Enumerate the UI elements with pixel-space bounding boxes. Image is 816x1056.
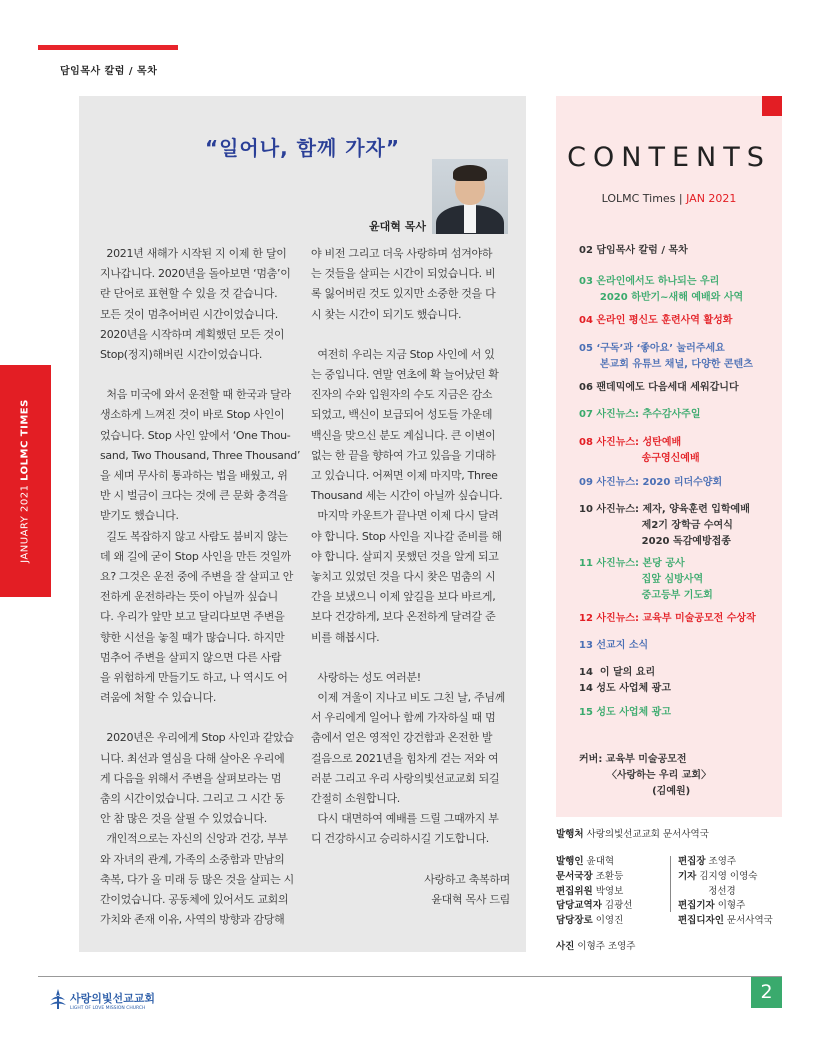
staff-row: 담당교역자 김광선 [556, 900, 633, 912]
column-line: 전하게 운전하라는 뜻이 아닐까 싶습니 [100, 590, 279, 604]
column-line: 백신을 맞으신 분도 계십니다. 큰 이변이 [311, 428, 496, 442]
column-line: 고 있습니다. 어쩌면 이제 마지막, Three [311, 469, 498, 483]
column-line: 간이었습니다. 공동체에 있어서도 교회의 [100, 893, 289, 907]
column-line: 받기도 했습니다. [100, 509, 179, 523]
photo-credit: 사진 이형주 조영주 [556, 941, 636, 952]
section-label: 담임목사 칼럼 / 목차 [60, 66, 158, 77]
staff-row: 발행인 윤대혁 [556, 856, 615, 867]
toc-item: 15 성도 사업체 광고 [579, 707, 671, 718]
column-line: sand, Two Thousand, Three Thousand’ [100, 448, 301, 462]
staff-right [678, 855, 773, 929]
cover-credit: 커버: 교육부 미술공모전 〈사랑하는 우리 교회〉 (김예원) [579, 754, 712, 797]
column-line: 요? 그것은 운전 중에 주변을 잘 살피고 안 [100, 570, 294, 584]
column-line: 2021년 새해가 시작된 지 이제 한 달이 [100, 247, 287, 260]
staff-row: 편집위원 박영보 [556, 885, 624, 897]
column-line: 디 건강하시고 승리하시길 기도합니다. [311, 832, 490, 846]
column-line: 길도 복잡하지 않고 사람도 붐비지 않는 [100, 529, 288, 543]
church-name-english: LIGHT OF LOVE MISSION CHURCH [70, 1006, 146, 1011]
pastor-column [79, 96, 526, 952]
column-author: 윤대혁 목사 [369, 220, 426, 233]
toc-item: 02 담임목사 칼럼 / 목차 [579, 245, 688, 256]
column-line: 는 것들을 살피는 시간이 되었습니다. 비 [311, 267, 496, 281]
column-line: 서 우리에게 일어나 함께 가자하실 때 멈 [311, 711, 496, 725]
author-photo [432, 159, 508, 234]
issue-date: JAN 2021 [686, 192, 737, 205]
staff-row: 편집기자 이형주 [678, 900, 746, 912]
staff-row: 문서국장 조환등 [556, 870, 624, 882]
toc-item: 10 사진뉴스: 제자, 양육훈련 입학예배 제2기 장학금 수여식 2020 독감예방접종 [579, 504, 750, 547]
header-accent-bar [38, 45, 178, 50]
column-line: Thousand 세는 시간이 아닐까 싶습니다. [311, 489, 503, 503]
column-line: 데 왜 길에 굳이 Stop 사인을 만든 것일까 [100, 549, 291, 563]
column-line: 2020년은 우리에게 Stop 사인과 같았습 [100, 731, 294, 745]
staff-row: 편집디자인 문서사역국 [678, 915, 773, 927]
side-tab-label: JANUARY 2021 LOLMC TIMES [19, 399, 31, 563]
column-line: 향한 시선을 놓칠 때가 많습니다. 하지만 [100, 630, 285, 644]
column-line: 을 위험하게 만들기도 하고, 나 역시도 어 [100, 671, 288, 685]
column-line [100, 365, 299, 385]
column-line [100, 708, 299, 728]
toc-item: 13 선교지 소식 [579, 640, 649, 651]
column-line: 보다 건강하게, 보다 온전하게 달려갈 준 [311, 610, 496, 624]
column-line: 시 찾는 시간이 되기도 했습니다. [311, 307, 462, 321]
staff-row: 정선경 [678, 885, 736, 897]
contents-subtitle: LOLMC Times | JAN 2021 [601, 192, 737, 205]
column-line: 안 참 많은 것을 살필 수 있었습니다. [100, 812, 267, 826]
column-line: 걸음으로 2021년을 힘차게 걷는 저와 여 [311, 751, 499, 765]
staff-row: 편집장 조영주 [678, 856, 737, 867]
column-line: 을 세며 무사히 통과하는 법을 배웠고, 위 [100, 469, 288, 483]
toc-item: 03 온라인에서도 하나되는 우리 2020 하반기~새해 예배와 사역 [579, 276, 744, 303]
column-line: 야 비전 그리고 더욱 사랑하며 섬겨야하 [311, 247, 493, 260]
toc-item: 07 사진뉴스: 추수감사주일 [579, 409, 701, 420]
column-line: 멈추어 주변을 살피지 않으면 다른 사람 [100, 650, 282, 664]
publisher-line: 발행처 사랑의빛선교교회 문서사역국 [556, 829, 709, 840]
staff-row: 담당장로 이영진 [556, 915, 624, 927]
column-line: 마지막 카운트가 끝나면 이제 다시 달려 [311, 509, 499, 523]
column-line: 여전히 우리는 지금 Stop 사인에 서 있 [311, 347, 495, 361]
staff-divider [670, 856, 671, 912]
column-line: 록 잃어버린 것도 있지만 소중한 것을 다 [311, 287, 496, 301]
column-line: 비를 해봅시다. [311, 630, 380, 644]
toc-item: 06 팬데믹에도 다음세대 세워갑니다 [579, 382, 739, 393]
staff-left [556, 855, 632, 929]
column-line: 진자의 수와 입원자의 수도 지금은 감소 [311, 388, 493, 402]
column-line: 놓치고 있었던 것을 다시 찾은 멈춤의 시 [311, 570, 496, 584]
column-line: 없는 한 끝을 향하여 가고 있음을 기대하 [311, 448, 496, 462]
column-line: 야 합니다. Stop 사인을 지나갈 준비를 해 [311, 529, 502, 543]
column-line: 는 중입니다. 연말 연초에 확 늘어났던 확 [311, 368, 499, 382]
column-line: 다시 대면하여 예배를 드릴 그때까지 부 [311, 812, 499, 826]
column-line: 개인적으로는 자신의 신앙과 건강, 부부 [100, 832, 288, 846]
column-line: 춤에서 얻은 영적인 강건함과 온전한 발 [311, 731, 493, 745]
column-line [311, 850, 510, 870]
column-title: “일어나, 함께 가자” [204, 136, 401, 160]
column-line: 란 단어로 표현할 수 있을 것 같습니다. [100, 287, 278, 301]
column-line: 지나갑니다. 2020년을 돌아보면 ‘멈춤’이 [100, 267, 291, 281]
column-line: 생소하게 느껴진 것이 바로 Stop 사인이 [100, 408, 285, 422]
column-line: 간을 보냈으니 이제 앞길을 보다 바르게, [311, 590, 496, 604]
toc-item: 14 이 달의 요리 14 성도 사업체 광고 [579, 667, 671, 694]
toc-item: 08 사진뉴스: 성탄예배 송구영신예배 [579, 437, 700, 464]
column-line: 사랑하고 축복하며 [424, 872, 510, 886]
staff-row: 기자 김지영 이영숙 [678, 870, 758, 882]
church-logo-icon [48, 988, 68, 1010]
column-line: 야 합니다. 살피지 못했던 것을 알게 되고 [311, 549, 499, 563]
column-line: 려움에 처할 수 있습니다. [100, 691, 217, 705]
toc-item: 04 온라인 평신도 훈련사역 활성화 [579, 315, 733, 326]
toc-item: 12 사진뉴스: 교육부 미술공모전 수상작 [579, 613, 756, 624]
column-line: Stop(정지)해버린 시간이었습니다. [100, 348, 263, 362]
column-line: 다. 우리가 앞만 보고 달리다보면 주변을 [100, 610, 285, 624]
column-line: 모든 것이 멈추어버린 시간이었습니다. [100, 307, 279, 321]
column-line: 2020년을 시작하며 계획했던 모든 것이 [100, 327, 285, 341]
footer-divider [38, 976, 782, 977]
toc-item: 11 사진뉴스: 본당 공사 집앞 심방사역 중고등부 기도회 [579, 558, 713, 601]
column-line: 축복, 다가 올 미래 등 많은 것을 살피는 시 [100, 872, 294, 886]
column-line: 춤의 시간이었습니다. 그리고 그 시간 동 [100, 792, 285, 806]
page-number: 2 [751, 977, 782, 1008]
column-line: 되었고, 백신이 보급되어 성도들 가운데 [311, 408, 493, 422]
column-line: 와 자녀의 관계, 가족의 소중함과 만남의 [100, 852, 285, 866]
church-name: 사랑의빛선교교회 [70, 992, 156, 1005]
contents-title: CONTENTS [567, 142, 771, 173]
column-line: 가치와 존재 이유, 사역의 방향과 감당해 [100, 913, 285, 927]
toc-item: 05 ‘구독’과 ‘좋아요’ 눌러주세요 본교회 유튜브 채널, 다양한 콘텐츠 [579, 343, 753, 370]
column-line: 이제 겨울이 지나고 비도 그친 날, 주님께 [311, 691, 505, 705]
column-left-text [100, 244, 299, 931]
column-line: 게 다음을 위해서 주변을 살펴보라는 멈 [100, 771, 282, 785]
column-line [311, 648, 510, 668]
column-line [311, 325, 510, 345]
column-line: 사랑하는 성도 여러분! [311, 670, 421, 684]
column-line: 처음 미국에 와서 운전할 때 한국과 달라 [100, 388, 291, 402]
column-line: 간절히 소원합니다. [311, 792, 401, 806]
column-line: 윤대혁 목사 드림 [431, 892, 510, 906]
column-line: 반 시 벌금이 크다는 것에 큰 문화 충격을 [100, 489, 288, 503]
column-line: 러분 그리고 우리 사랑의빛선교교회 되길 [311, 771, 500, 785]
column-line: 었습니다. Stop 사인 앞에서 ‘One Thou- [100, 428, 291, 442]
contents-corner-accent [762, 96, 782, 116]
column-line: 니다. 최선과 열심을 다해 살아온 우리에 [100, 751, 285, 765]
column-right-text [311, 244, 510, 910]
toc-item: 09 사진뉴스: 2020 리더수양회 [579, 477, 723, 488]
